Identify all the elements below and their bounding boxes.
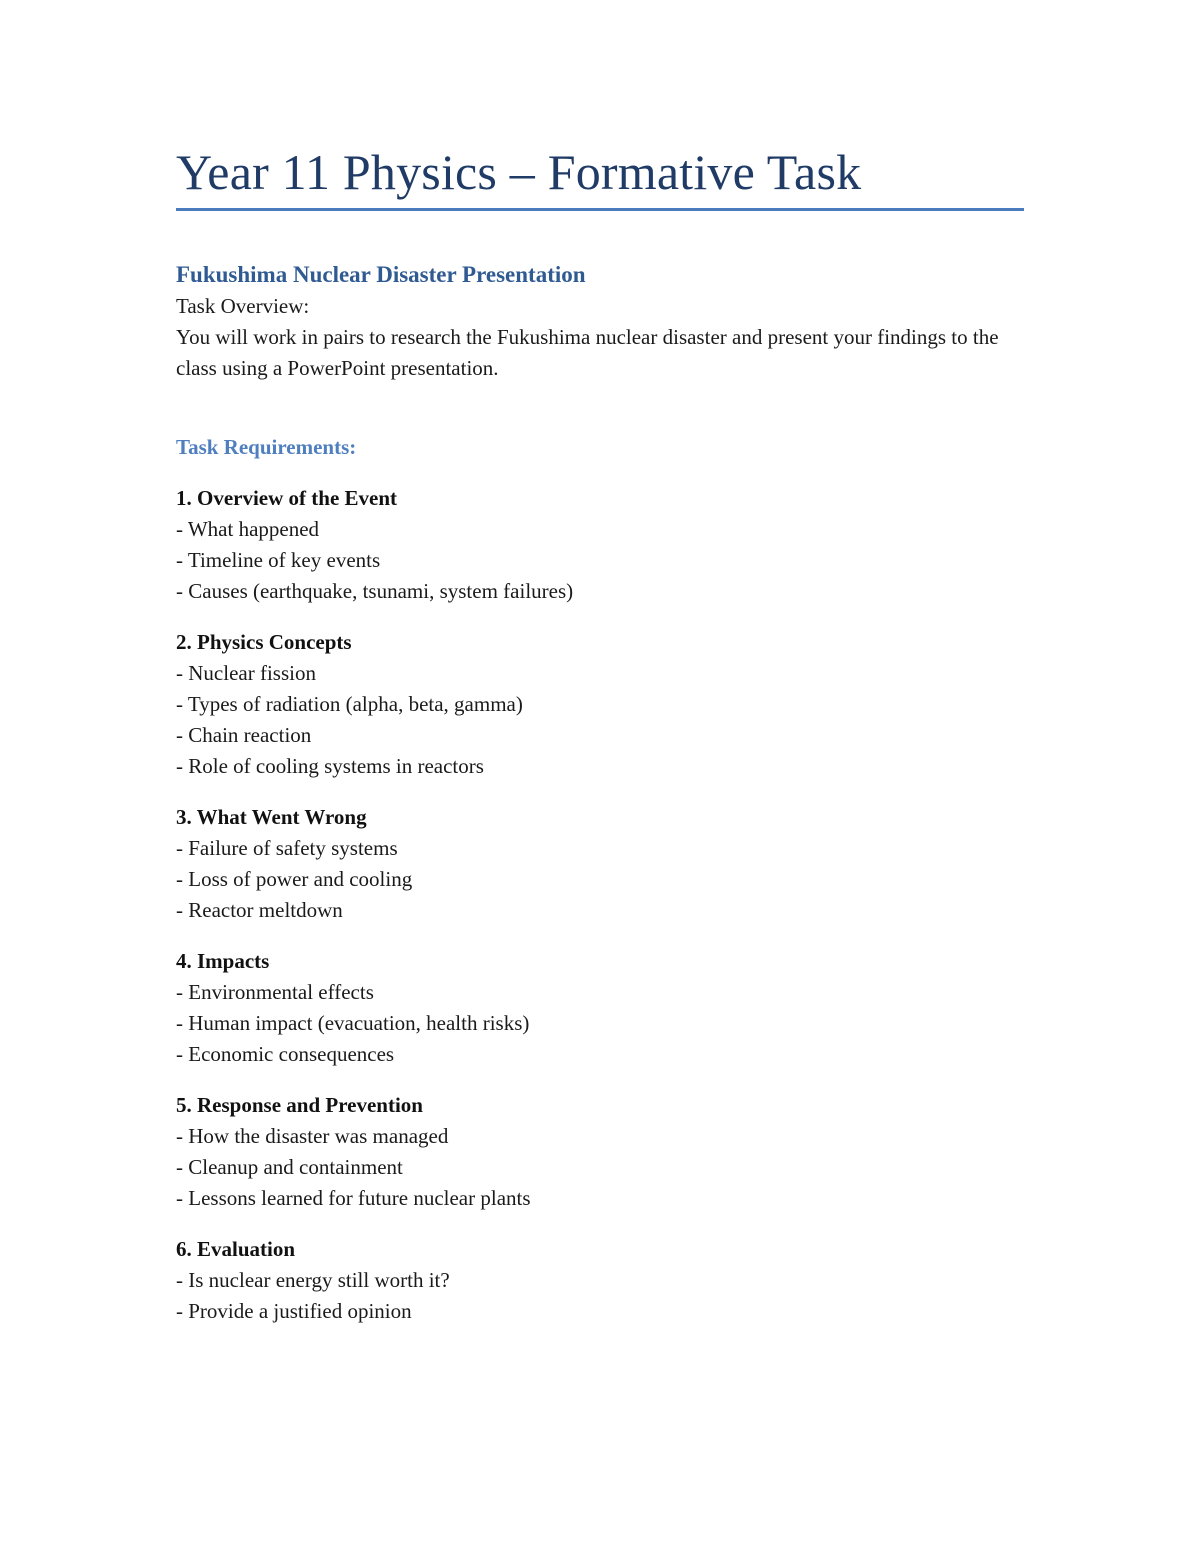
requirement-section-6 (176, 1234, 1024, 1327)
requirement-section-2 (176, 627, 1024, 782)
list-item: - Role of cooling systems in reactors (176, 754, 484, 778)
list-item: - Nuclear fission (176, 661, 316, 685)
section-title: 5. Response and Prevention (176, 1093, 423, 1117)
section-title: 3. What Went Wrong (176, 805, 367, 829)
requirement-section-3 (176, 802, 1024, 926)
list-item: - Reactor meltdown (176, 898, 343, 922)
page-title: Year 11 Physics – Formative Task (176, 140, 1024, 211)
requirements-list (176, 483, 1024, 1327)
overview-text: You will work in pairs to research the Fukushima nuclear disaster and present your findings to the class using a PowerPoint presentation. (176, 325, 999, 380)
document-page (176, 140, 1024, 1347)
list-item: - Chain reaction (176, 723, 312, 747)
requirements-heading: Task Requirements: (176, 435, 357, 459)
list-item: - Timeline of key events (176, 548, 381, 572)
list-item: - Provide a justified opinion (176, 1299, 412, 1323)
list-item: - Is nuclear energy still worth it? (176, 1268, 450, 1292)
list-item: - Lessons learned for future nuclear plants (176, 1186, 531, 1210)
section-title: 6. Evaluation (176, 1237, 296, 1261)
list-item: - Economic consequences (176, 1042, 395, 1066)
list-item: - Loss of power and cooling (176, 867, 413, 891)
list-item: - Human impact (evacuation, health risks) (176, 1011, 530, 1035)
requirement-section-1 (176, 483, 1024, 607)
overview-label: Task Overview: (176, 294, 310, 318)
list-item: - Causes (earthquake, tsunami, system failures) (176, 579, 574, 603)
section-title: 4. Impacts (176, 949, 270, 973)
list-item: - Cleanup and containment (176, 1155, 403, 1179)
document-subtitle: Fukushima Nuclear Disaster Presentation (176, 262, 586, 287)
list-item: - What happened (176, 517, 320, 541)
list-item: - Types of radiation (alpha, beta, gamma) (176, 692, 523, 716)
list-item: - How the disaster was managed (176, 1124, 449, 1148)
list-item: - Failure of safety systems (176, 836, 398, 860)
list-item: - Environmental effects (176, 980, 374, 1004)
section-title: 1. Overview of the Event (176, 486, 398, 510)
section-title: 2. Physics Concepts (176, 630, 352, 654)
requirement-section-5 (176, 1090, 1024, 1214)
requirement-section-4 (176, 946, 1024, 1070)
